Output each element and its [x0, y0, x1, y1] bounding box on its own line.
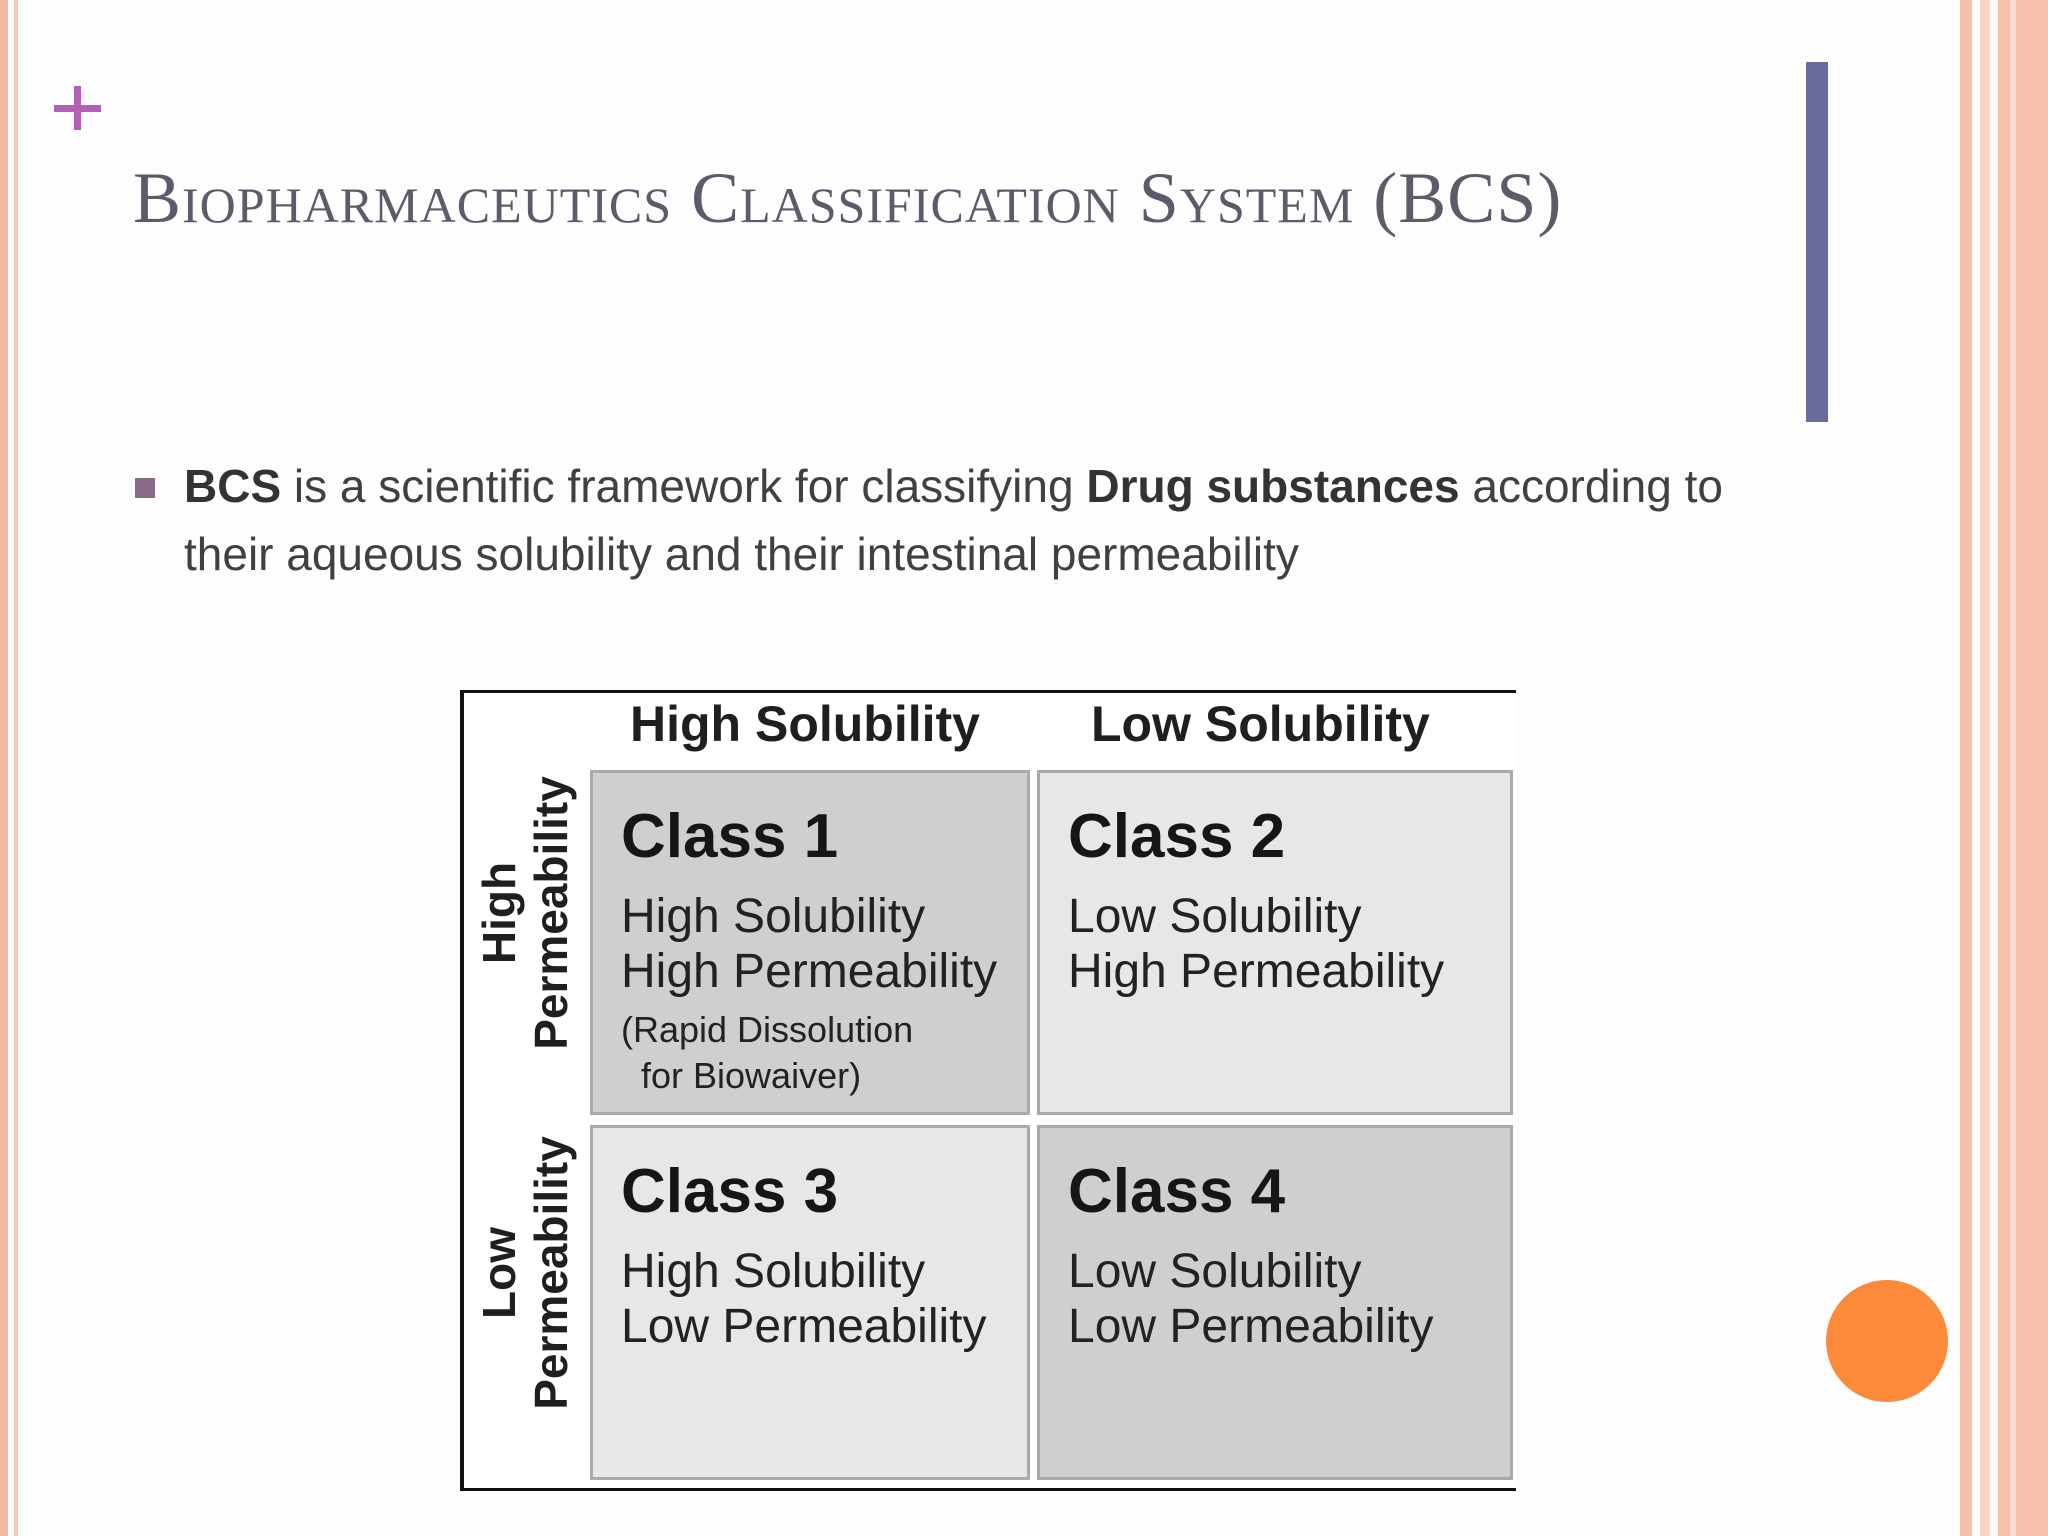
row-header-low-permeability: Low Permeability — [473, 1136, 577, 1410]
row-header-high-permeability: High Permeability — [473, 776, 577, 1050]
right-border-stripe — [1960, 0, 1972, 1536]
bcs-cell-class-4 — [1037, 1125, 1513, 1480]
cell-line: High Permeability — [1068, 945, 1445, 998]
cell-line: Low Solubility — [1068, 1245, 1362, 1298]
bullet-text-part: according to their aqueous solubility and their intestinal permeability — [184, 460, 1723, 580]
cell-title: Class 3 — [621, 1157, 839, 1226]
cell-line: High Solubility — [621, 1245, 926, 1298]
bullet-bold-bcs: BCS — [184, 460, 282, 512]
bullet-bold-drug-substances: Drug substances — [1086, 460, 1460, 512]
orange-dot-decoration — [1826, 1280, 1948, 1402]
cell-line: High Permeability — [621, 945, 998, 998]
bcs-cell-class-2 — [1037, 770, 1513, 1115]
bullet-text-part: is a scientific framework for classifying — [281, 460, 1087, 512]
title-accent-bar — [1806, 62, 1828, 422]
cell-note: for Biowaiver) — [641, 1055, 862, 1096]
cell-line: High Solubility — [621, 890, 926, 943]
cell-title: Class 4 — [1068, 1157, 1286, 1226]
right-border-band — [1998, 0, 2048, 1536]
col-header-high-solubility: High Solubility — [630, 696, 980, 752]
cell-note: (Rapid Dissolution — [621, 1009, 914, 1050]
col-header-low-solubility: Low Solubility — [1091, 696, 1430, 752]
plus-icon — [52, 82, 102, 132]
left-border-stripe — [0, 0, 8, 1536]
cell-title: Class 2 — [1068, 802, 1286, 871]
cell-line: Low Solubility — [1068, 890, 1362, 943]
slide-title: Biopharmaceutics Classification System (BCS) — [133, 158, 1563, 238]
bcs-table — [460, 690, 1516, 1491]
bullet-text — [184, 452, 1795, 588]
right-border-stripe-light — [1980, 0, 1990, 1536]
cell-line: Low Permeability — [1068, 1300, 1434, 1353]
right-border-stripe-inner — [2010, 0, 2016, 1536]
bullet-item — [135, 452, 1795, 588]
cell-line: Low Permeability — [621, 1300, 987, 1353]
cell-title: Class 1 — [621, 802, 839, 871]
bcs-cell-class-1 — [590, 770, 1030, 1115]
bcs-cell-class-3 — [590, 1125, 1030, 1480]
left-border-stripe-thin — [14, 0, 18, 1536]
bullet-square-icon — [135, 478, 155, 498]
